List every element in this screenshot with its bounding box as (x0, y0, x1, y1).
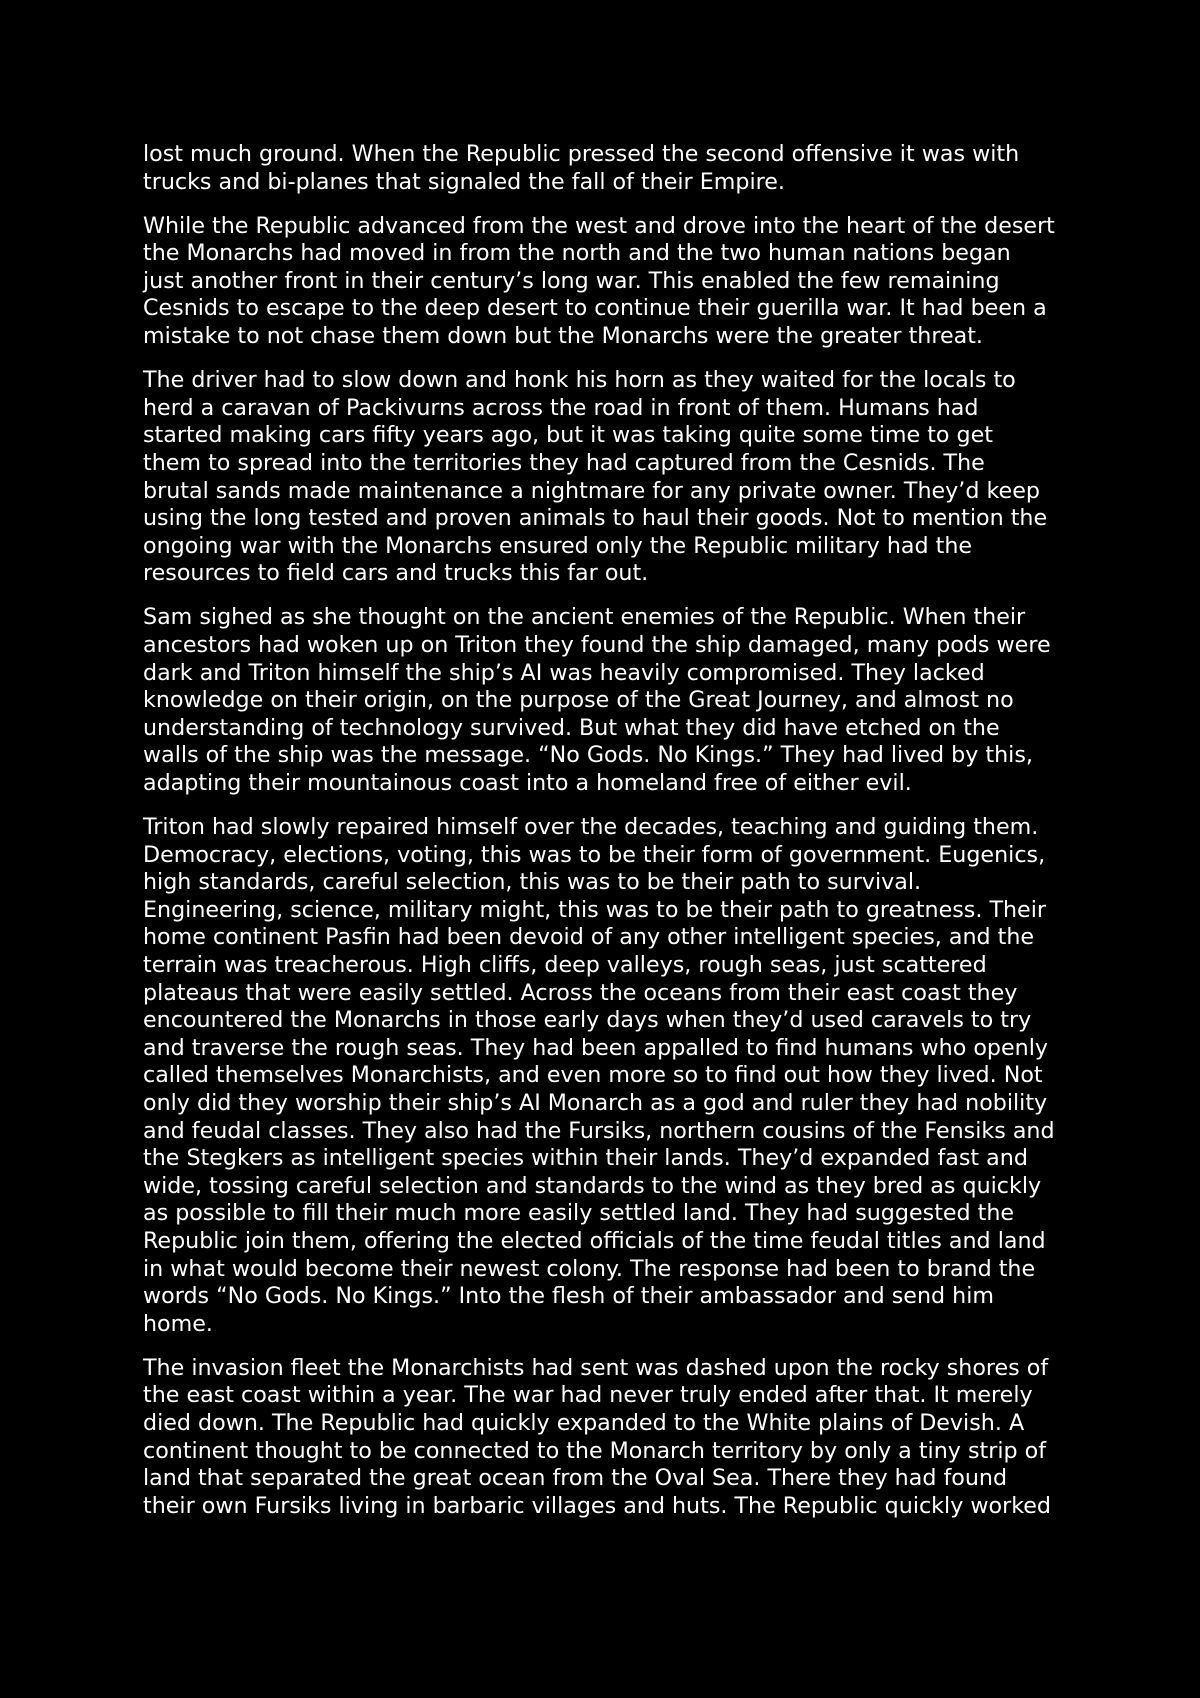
document-page (143, 141, 1075, 1537)
paragraph: The driver had to slow down and honk his horn as they waited for the locals to herd a caravan of Packivurns across the road in front of them. Humans had started making cars fifty years ago, but it was taking quite some time to get them to spread into the territories they had captured from the Cesnids. The brutal sands made maintenance a nightmare for any private owner. They’d keep using the long tested and proven animals to haul their goods. Not to mention the ongoing war with the Monarchs ensured only the Republic military had the resources to field cars and trucks this far out. (143, 367, 1048, 587)
paragraph: Sam sighed as she thought on the ancient enemies of the Republic. When their ancestors had woken up on Triton they found the ship damaged, many pods were dark and Triton himself the ship’s AI was heavily compromised. They lacked knowledge on their origin, on the purpose of the Great Journey, and almost no understanding of technology survived. But what they did have etched on the walls of the ship was the message. “No Gods. No Kings.” They had lived by this, adapting their mountainous coast into a homeland free of either evil. (143, 604, 1051, 796)
paragraph: lost much ground. When the Republic pressed the second offensive it was with trucks and bi-planes that signaled the fall of their Empire. (143, 141, 1020, 195)
paragraph: The invasion fleet the Monarchists had sent was dashed upon the rocky shores of the east coast within a year. The war had never truly ended after that. It merely died down. The Republic had quickly expanded to the White plains of Devish. A continent thought to be connected to the Monarch territory by only a tiny strip of land that separated the great ocean from the Oval Sea. There they had found their own Fursiks living in barbaric villages and huts. The Republic quickly worked (143, 1354, 1052, 1519)
paragraph: While the Republic advanced from the west and drove into the heart of the desert the Monarchs had moved in from the north and the two human nations began just another front in their century’s long war. This enabled the few remaining Cesnids to escape to the deep desert to continue their guerilla war. It had been a mistake to not chase them down but the Monarchs were the greater threat. (143, 212, 1055, 350)
paragraph: Triton had slowly repaired himself over the decades, teaching and guiding them. Democracy, elections, voting, this was to be their form of government. Eugenics, high standards, careful selection, this was to be their path to survival. Engineering, science, military might, this was to be their path to greatness. Their home continent Pasfin had been devoid of any other intelligent species, and the terrain was treacherous. High cliffs, deep valleys, rough seas, just scattered plateaus that were easily settled. Across the oceans from their east coast they encountered the Monarchs in those early days when they’d used caravels to try and traverse the rough seas. They had been appalled to find humans who openly called themselves Monarchists, and even more so to find out how they lived. Not only did they worship their ship’s AI Monarch as a god and ruler they had nobility and feudal classes. They also had the Fursiks, northern cousins of the Fensiks and the Stegkers as intelligent species within their lands. They’d expanded fast and wide, tossing careful selection and standards to the wind as they bred as quickly as possible to fill their much more easily settled land. They had suggested the Republic join them, offering the elected officials of the time feudal titles and land in what would become their newest colony. The response had been to brand the words “No Gods. No Kings.” Into the flesh of their ambassador and send him home. (143, 814, 1055, 1337)
